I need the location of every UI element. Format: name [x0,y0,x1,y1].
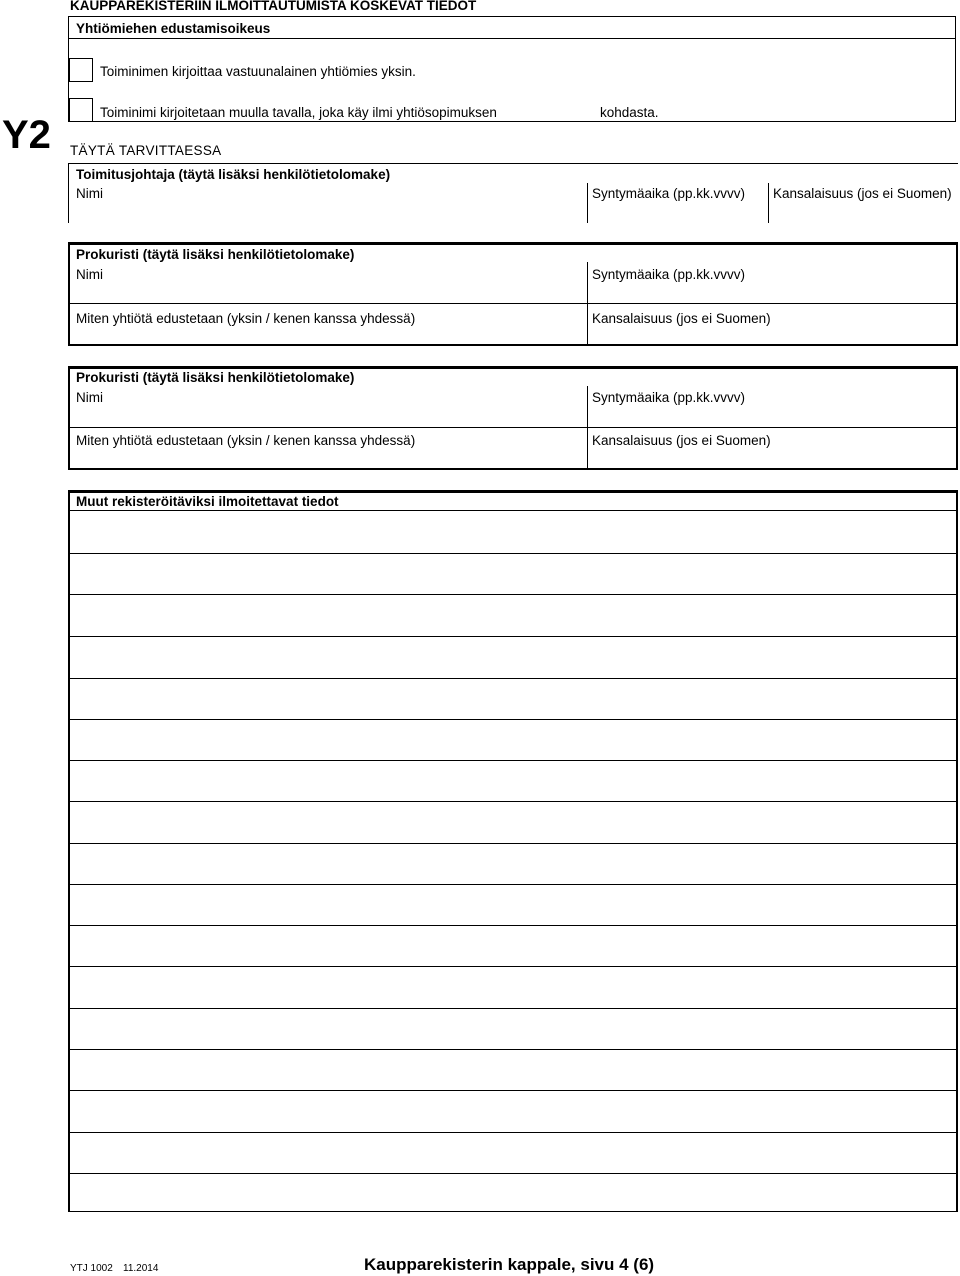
other-info-line-input[interactable] [70,1133,956,1172]
form-code: YTJ 1002 [70,1263,113,1274]
procurator1-title: Prokuristi (täytä lisäksi henkilötietolomake) [76,247,355,262]
option-other-signature: Toiminimi kirjoitetaan muulla tavalla, joka käy ilmi yhtiösopimuksen [100,105,497,120]
procurator2-title: Prokuristi (täytä lisäksi henkilötietolomake) [76,370,355,385]
other-info-line-input[interactable] [70,595,956,635]
procurator2-birth-input[interactable] [589,406,955,426]
other-info-line-input[interactable] [70,802,956,842]
other-info-line-input[interactable] [70,761,956,800]
procurator2-birth-label: Syntymäaika (pp.kk.vvvv) [592,390,746,405]
other-info-line-input[interactable] [70,720,956,759]
other-info-line-input[interactable] [70,1174,956,1209]
ceo-name-label: Nimi [76,186,103,201]
ceo-name-input[interactable] [70,202,586,222]
other-info-line-input[interactable] [70,926,956,965]
option-sole-signature: Toiminimen kirjoittaa vastuunalainen yhtiömies yksin. [100,64,416,79]
ceo-nationality-label: Kansalaisuus (jos ei Suomen) [773,186,952,201]
procurator2-name-label: Nimi [76,390,103,405]
page-label: Kaupparekisterin kappale, sivu 4 (6) [364,1255,655,1274]
procurator1-birth-input[interactable] [589,283,955,302]
option-other-signature-tail: kohdasta. [600,105,659,120]
other-info-line-input[interactable] [70,1050,956,1089]
ceo-title: Toimitusjohtaja (täytä lisäksi henkilötietolomake) [76,167,391,182]
form-heading: KAUPPAREKISTERIIN ILMOITTAUTUMISTA KOSKEVAT TIEDOT [70,0,477,13]
ceo-birth-label: Syntymäaika (pp.kk.vvvv) [592,186,746,201]
other-info-line-input[interactable] [70,554,956,593]
other-info-line-input[interactable] [70,885,956,924]
procurator2-how-label: Miten yhtiötä edustetaan (yksin / kenen kanssa yhdessä) [76,433,416,448]
ceo-birth-input[interactable] [589,202,767,222]
other-info-line-input[interactable] [70,679,956,718]
procurator1-name-input[interactable] [70,283,586,302]
procurator2-how-input[interactable] [70,450,586,468]
representation-title: Yhtiömiehen edustamisoikeus [76,21,271,36]
checkbox-sole-signature[interactable] [69,58,93,82]
procurator1-name-label: Nimi [76,267,103,282]
checkbox-other-signature[interactable] [69,98,93,122]
other-info-title: Muut rekisteröitäviksi ilmoitettavat tiedot [76,494,339,509]
procurator1-nationality-label: Kansalaisuus (jos ei Suomen) [592,311,771,326]
fill-if-needed-label: TÄYTÄ TARVITTAESSA [70,143,222,158]
other-info-line-input[interactable] [70,1091,956,1131]
procurator2-name-input[interactable] [70,406,586,426]
procurator1-nationality-input[interactable] [589,327,955,344]
ceo-nationality-input[interactable] [770,202,956,222]
articles-section-input[interactable] [502,99,596,121]
procurator2-nationality-label: Kansalaisuus (jos ei Suomen) [592,433,771,448]
procurator1-how-label: Miten yhtiötä edustetaan (yksin / kenen kanssa yhdessä) [76,311,416,326]
other-info-line-input[interactable] [70,637,956,677]
procurator2-nationality-input[interactable] [589,450,955,468]
other-info-line-input[interactable] [70,1009,956,1048]
section-code: Y2 [2,113,51,157]
procurator1-how-input[interactable] [70,327,586,344]
other-info-line-input[interactable] [70,967,956,1007]
form-version: 11.2014 [123,1263,159,1274]
procurator1-birth-label: Syntymäaika (pp.kk.vvvv) [592,267,746,282]
other-info-line-input[interactable] [70,844,956,883]
other-info-line-input[interactable] [70,511,956,552]
